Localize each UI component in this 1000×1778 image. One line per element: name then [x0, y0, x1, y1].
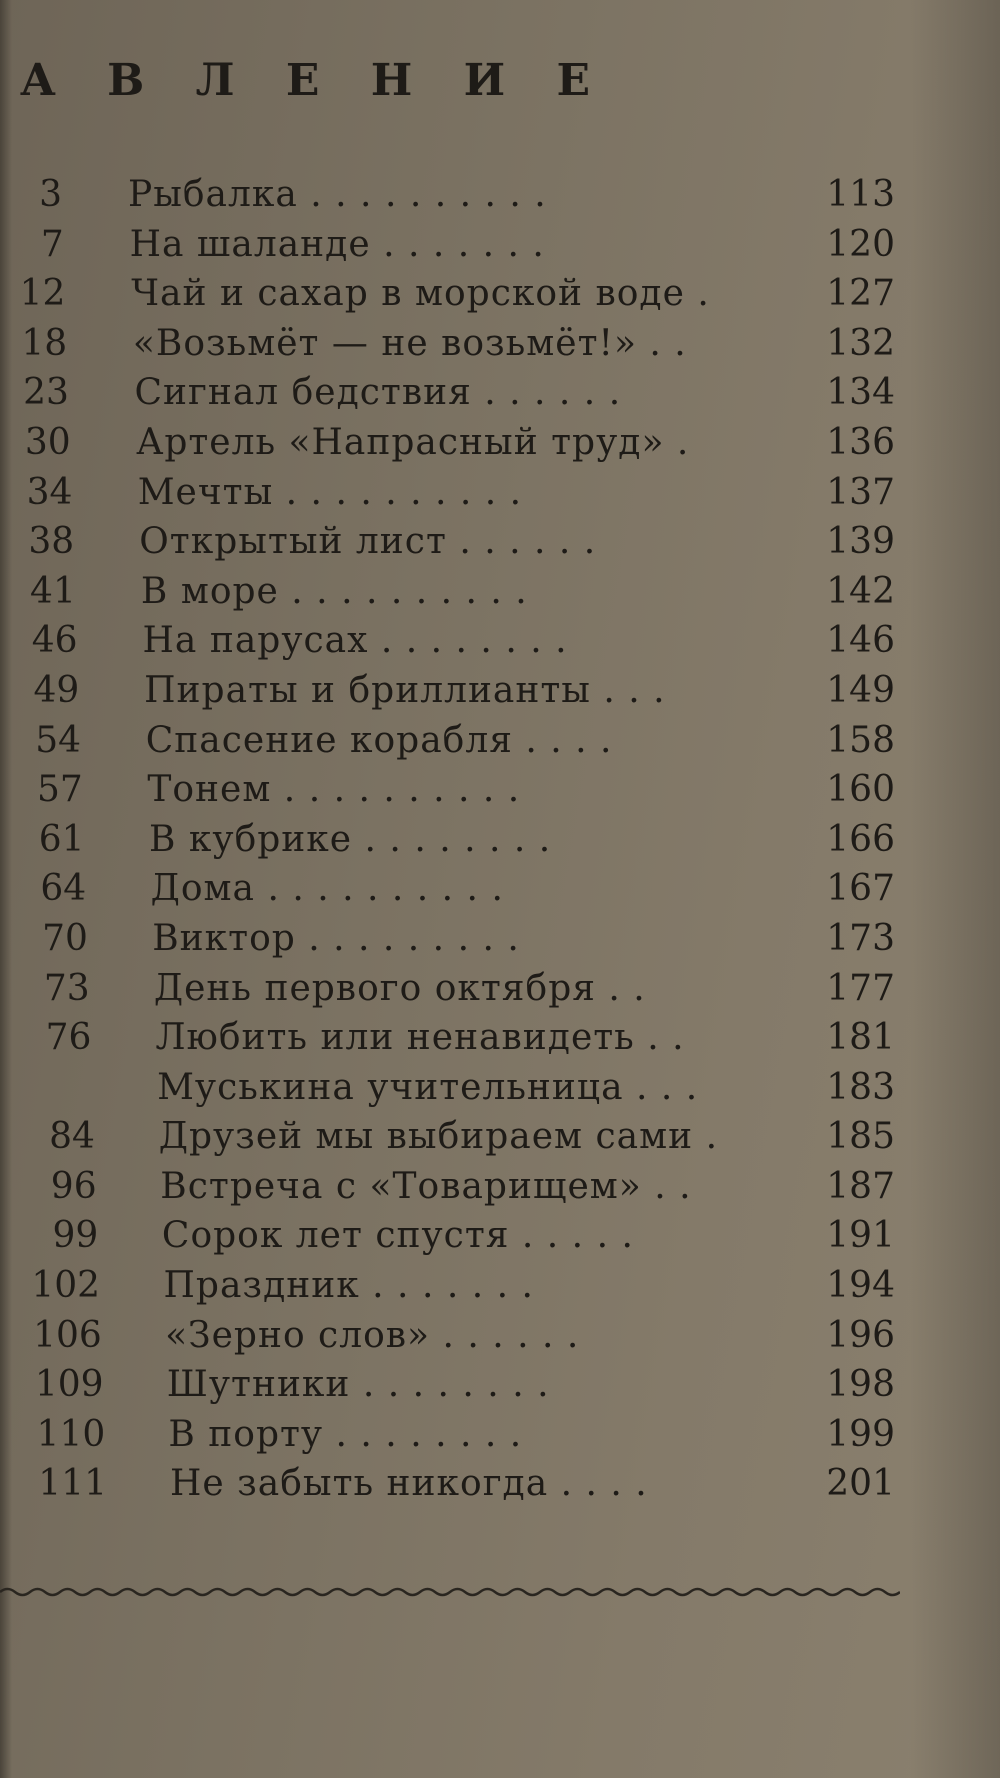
toc-entry-title: Пираты и бриллианты . . . [144, 669, 666, 711]
toc-entry-number: 57 [36, 769, 83, 811]
toc-entry [0, 616, 1000, 666]
toc-entry [0, 1311, 1000, 1361]
toc-entry-page: 142 [826, 570, 895, 612]
toc-entry [0, 418, 1000, 468]
toc-entry [0, 1112, 1000, 1162]
toc-entry-title: В порту . . . . . . . . [168, 1413, 523, 1455]
toc-entry-number: 3 [39, 174, 62, 215]
toc-entry-page: 113 [826, 174, 895, 215]
toc-entry-number: 109 [34, 1364, 104, 1406]
toc-entry [0, 1410, 1000, 1460]
toc-entry-page: 127 [826, 273, 895, 315]
toc-entry-number: 38 [28, 521, 75, 563]
toc-entry-page: 149 [826, 669, 895, 711]
toc-entry-number: 64 [40, 868, 87, 910]
toc-entry [0, 716, 1000, 766]
toc-entry-page: 201 [826, 1463, 895, 1505]
toc-entry [0, 1063, 1000, 1113]
toc-entry-title: Тонем . . . . . . . . . . [147, 769, 521, 811]
toc-entry-title: На парусах . . . . . . . . [142, 620, 568, 662]
toc-entry-page: 146 [826, 620, 895, 662]
toc-entry-number: 73 [43, 967, 90, 1009]
toc-entry-page: 137 [826, 471, 895, 513]
toc-entry [0, 517, 1000, 567]
toc-entry [0, 1459, 1000, 1509]
toc-entry [0, 170, 1000, 220]
toc-entry-page: 177 [826, 967, 895, 1009]
toc-entry [0, 864, 1000, 914]
toc-entry-page: 187 [826, 1165, 895, 1207]
toc-entry-number: 102 [31, 1265, 101, 1307]
toc-entry-title: Открытый лист . . . . . . [139, 521, 597, 563]
toc-entry-title: Шутники . . . . . . . . [166, 1364, 550, 1406]
toc-entry-number: 30 [24, 421, 71, 463]
toc-entry-number: 70 [42, 917, 88, 959]
toc-entry [0, 1211, 1000, 1261]
toc-entry [0, 914, 1000, 964]
toc-entry-page: 139 [826, 521, 895, 563]
toc-entry-number: 49 [33, 669, 80, 711]
toc-entry [0, 220, 1000, 270]
toc-entry-title: Муськина учительница . . . [157, 1066, 699, 1108]
toc-entry-title: Виктор . . . . . . . . . [152, 917, 520, 959]
toc-entry-number: 110 [36, 1413, 106, 1455]
toc-entry-number: 12 [19, 273, 66, 315]
toc-entry-page: 120 [826, 223, 895, 265]
toc-entry-title: Артель «Напрасный труд» . [136, 421, 690, 463]
toc-entry [0, 666, 1000, 716]
toc-entry-page: 199 [826, 1413, 895, 1455]
toc-entry-title: Любить или ненавидеть . . [155, 1017, 685, 1059]
toc-entry-title: Чай и сахар в морской воде . [131, 273, 710, 315]
table-of-contents [0, 170, 1000, 1509]
toc-entry-number: 46 [31, 620, 78, 662]
toc-entry [0, 368, 1000, 418]
toc-entry-page: 132 [826, 322, 895, 364]
toc-entry-title: Встреча с «Товарищем» . . [160, 1165, 692, 1207]
toc-entry-number: 106 [33, 1314, 102, 1356]
toc-entry-title: Не забыть никогда . . . . [170, 1463, 648, 1505]
toc-entry [0, 1360, 1000, 1410]
toc-entry-title: Сигнал бедствия . . . . . . [134, 372, 622, 414]
toc-entry-number: 111 [38, 1463, 107, 1505]
toc-entry-page: 181 [826, 1017, 895, 1059]
toc-entry-title: «Возьмёт — не возьмёт!» . . [132, 322, 687, 364]
toc-entry-page: 158 [826, 719, 895, 761]
toc-entry-number: 99 [52, 1215, 99, 1257]
toc-entry-title: Дома . . . . . . . . . . [150, 868, 504, 910]
toc-entry [0, 964, 1000, 1014]
toc-entry-title: Спасение корабля . . . . [145, 719, 613, 761]
toc-entry-page: 183 [826, 1066, 895, 1108]
toc-entry-number: 61 [38, 818, 85, 860]
decorative-wavy-divider [0, 1582, 900, 1602]
toc-entry [0, 1013, 1000, 1063]
toc-entry [0, 269, 1000, 319]
toc-entry-title: На шаланде . . . . . . . [129, 223, 545, 265]
toc-entry-title: Сорок лет спустя . . . . . [161, 1215, 634, 1257]
toc-entry-page: 167 [826, 868, 895, 910]
toc-entry-number: 96 [50, 1165, 97, 1207]
toc-entry-title: «Зерно слов» . . . . . . [165, 1314, 580, 1356]
toc-entry-title: Праздник . . . . . . . [163, 1265, 534, 1307]
toc-entry-page: 173 [826, 917, 895, 959]
toc-entry [0, 815, 1000, 865]
toc-entry-number: 23 [23, 372, 69, 414]
toc-entry-number: 41 [30, 570, 76, 612]
toc-entry-page: 196 [826, 1314, 895, 1356]
toc-entry-number: 84 [49, 1116, 95, 1158]
toc-entry-title: День первого октября . . [153, 967, 646, 1009]
toc-entry-page: 191 [826, 1215, 895, 1257]
toc-entry [0, 765, 1000, 815]
toc-entry-title: В кубрике . . . . . . . . [149, 818, 552, 860]
toc-entry-number: 7 [40, 223, 64, 265]
toc-entry [0, 1261, 1000, 1311]
toc-entry-title: Друзей мы выбираем сами . [158, 1116, 719, 1158]
toc-entry-number: 18 [21, 322, 68, 364]
toc-entry-title: Рыбалка . . . . . . . . . . [128, 174, 547, 215]
toc-entry-page: 194 [826, 1265, 895, 1307]
toc-entry-number: 76 [45, 1017, 92, 1059]
toc-entry [0, 468, 1000, 518]
toc-entry-page: 160 [826, 769, 895, 811]
toc-entry-title: Мечты . . . . . . . . . . [137, 471, 523, 513]
toc-entry-number: 54 [35, 719, 82, 761]
toc-entry-title: В море . . . . . . . . . . [140, 570, 528, 612]
toc-entry [0, 567, 1000, 617]
toc-entry [0, 1162, 1000, 1212]
page-heading: А В Л Е Н И Е [20, 55, 609, 106]
toc-entry-page: 134 [826, 372, 895, 414]
toc-entry-page: 185 [826, 1116, 895, 1158]
toc-entry-page: 166 [826, 818, 895, 860]
toc-entry-page: 136 [826, 421, 895, 463]
toc-entry [0, 319, 1000, 369]
toc-entry-page: 198 [826, 1364, 895, 1406]
toc-entry-number: 34 [26, 471, 73, 513]
